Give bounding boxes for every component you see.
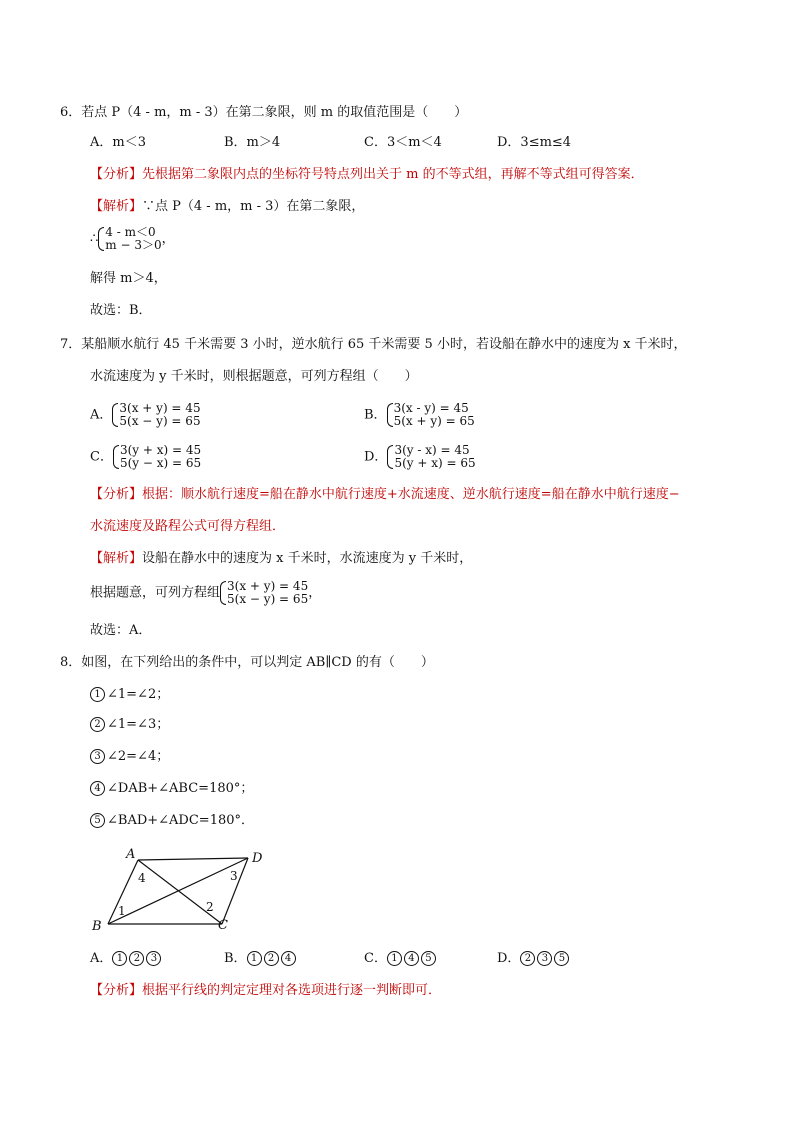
angle-label-1: 1	[118, 904, 126, 918]
analysis-text: 根据：顺水航行速度=船在静水中航行速度+水流速度、逆水航行速度=船在静水中航行速度−	[142, 487, 680, 502]
q8-option-a	[90, 950, 163, 968]
diagonal-bd	[108, 858, 248, 924]
equation-system	[112, 402, 200, 428]
q6-analysis	[90, 166, 644, 184]
q6-option-d: D．3≤m≤4	[497, 135, 572, 150]
option-label: B．	[364, 407, 387, 423]
q8-analysis	[90, 982, 441, 1000]
condition-text: ∠1=∠3；	[107, 717, 170, 732]
angle-label-2: 2	[206, 900, 214, 914]
circled-number: 3	[90, 749, 105, 764]
circled-number: 4	[404, 951, 419, 966]
circled-number: 1	[90, 687, 105, 702]
angle-label-4: 4	[138, 871, 146, 885]
solution-text: 设船在静水中的速度为 x 千米时，水流速度为 y 千米时，	[142, 551, 473, 566]
q7-option-d	[364, 444, 476, 470]
system-line: 3(y + x) = 45	[119, 443, 202, 457]
option-label: D．	[364, 449, 388, 465]
solution-tag: 【解析】	[90, 551, 143, 566]
condition-text: ∠DAB+∠ABC=180°；	[107, 781, 254, 796]
q8-stem: 8．如图，在下列给出的条件中，可以判定 AB∥CD 的有（ ）	[60, 655, 434, 670]
solution-tag: 【解析】	[90, 199, 143, 214]
circled-number: 4	[90, 781, 105, 796]
system-line: m − 3＞0	[105, 238, 162, 252]
q8-option-c	[364, 950, 438, 968]
option-label: C．	[90, 449, 113, 465]
circled-number: 2	[129, 951, 144, 966]
inequality-system	[98, 226, 161, 252]
q6-answer: 故选：B．	[90, 303, 152, 318]
q6-option-c: C．3＜m＜4	[364, 135, 442, 150]
circled-number: 5	[90, 813, 105, 828]
q8-option-b	[224, 950, 298, 968]
analysis-tag: 【分析】	[90, 487, 143, 502]
system-line: 5(x + y) = 65	[393, 414, 475, 428]
vertex-label-c: C	[218, 918, 228, 933]
q8-option-d	[497, 950, 571, 968]
q7-stem-line1: 7．某船顺水航行 45 千米需要 3 小时，逆水航行 65 千米需要 5 小时，若设船在静水中的速度为 x 千米时，	[60, 337, 687, 352]
q7-solution-line1	[90, 550, 472, 568]
analysis-tag: 【分析】	[90, 167, 143, 182]
system-line: 5(y + x) = 65	[394, 456, 476, 470]
circled-number: 5	[421, 951, 436, 966]
analysis-text: 先根据第二象限内点的坐标符号特点列出关于 m 的不等式组，再解不等式组可得答案．	[142, 167, 644, 182]
system-line: 4 - m＜0	[105, 225, 156, 239]
q8-condition-5	[90, 812, 254, 830]
vertex-label-b: B	[92, 919, 102, 934]
q6-option-a: A．m＜3	[90, 135, 146, 150]
circled-number: 3	[146, 951, 161, 966]
q7-analysis-line1	[90, 486, 680, 504]
therefore-symbol: ∴	[90, 231, 99, 247]
circled-number: 2	[520, 951, 535, 966]
condition-text: ∠2=∠4；	[107, 749, 170, 764]
option-label: B．	[224, 951, 247, 966]
q6-system	[90, 226, 175, 252]
option-label: A．	[90, 951, 113, 966]
angle-label-3: 3	[230, 869, 238, 883]
vertex-label-d: D	[252, 851, 263, 866]
equation-system	[113, 444, 201, 470]
circled-number: 4	[281, 951, 296, 966]
option-label: D．	[497, 951, 521, 966]
q6-result: 解得 m＞4，	[90, 271, 167, 286]
analysis-tag: 【分析】	[90, 983, 143, 998]
q7-option-a	[90, 402, 201, 428]
equation-system	[220, 580, 308, 606]
system-line: 5(x − y) = 65	[227, 592, 309, 606]
system-line: 5(y − x) = 65	[119, 456, 202, 470]
q8-condition-4	[90, 780, 253, 798]
vertex-label-a: A	[126, 847, 136, 862]
q6-option-b: B．m＞4	[224, 135, 281, 150]
q8-condition-2	[90, 716, 169, 734]
q8-condition-3	[90, 748, 169, 766]
circled-number: 1	[247, 951, 262, 966]
option-label: A．	[90, 407, 113, 423]
system-line: 3(y - x) = 45	[394, 443, 470, 457]
system-line: 3(x - y) = 45	[393, 401, 469, 415]
system-line: 3(x + y) = 45	[119, 401, 201, 415]
equation-system	[387, 444, 475, 470]
circled-number: 5	[554, 951, 569, 966]
q7-stem-line2: 水流速度为 y 千米时，则根据题意，可列方程组（ ）	[90, 369, 418, 384]
system-line: 5(x − y) = 65	[119, 414, 201, 428]
q7-analysis-line2: 水流速度及路程公式可得方程组．	[90, 519, 286, 534]
solution-text: 根据题意，可列方程组	[90, 585, 221, 601]
system-line: 3(x + y) = 45	[227, 579, 309, 593]
q7-option-b	[364, 402, 475, 428]
q7-solution-line2	[90, 580, 321, 606]
condition-text: ∠BAD+∠ADC=180°．	[107, 813, 255, 828]
diagonal-ac	[138, 860, 222, 924]
equation-system	[387, 402, 475, 428]
circled-number: 2	[264, 951, 279, 966]
circled-number: 1	[112, 951, 127, 966]
circled-number: 3	[537, 951, 552, 966]
condition-text: ∠1=∠2；	[107, 687, 170, 702]
option-label: C．	[364, 951, 387, 966]
solution-text: ∵点 P（4 - m，m - 3）在第二象限，	[142, 199, 365, 214]
q7-option-c	[90, 444, 201, 470]
q8-condition-1	[90, 686, 169, 704]
circled-number: 1	[387, 951, 402, 966]
comma: ，	[161, 231, 175, 247]
segment-ad	[138, 858, 248, 860]
q6-solution	[90, 198, 364, 216]
q7-answer: 故选：A．	[90, 623, 152, 638]
parallelogram-figure	[88, 846, 278, 938]
analysis-text: 根据平行线的判定定理对各选项进行逐一判断即可．	[142, 983, 442, 998]
q6-stem: 6．若点 P（4 - m，m - 3）在第二象限，则 m 的取值范围是（ ）	[60, 105, 468, 120]
circled-number: 2	[90, 717, 105, 732]
comma: ，	[308, 585, 322, 601]
